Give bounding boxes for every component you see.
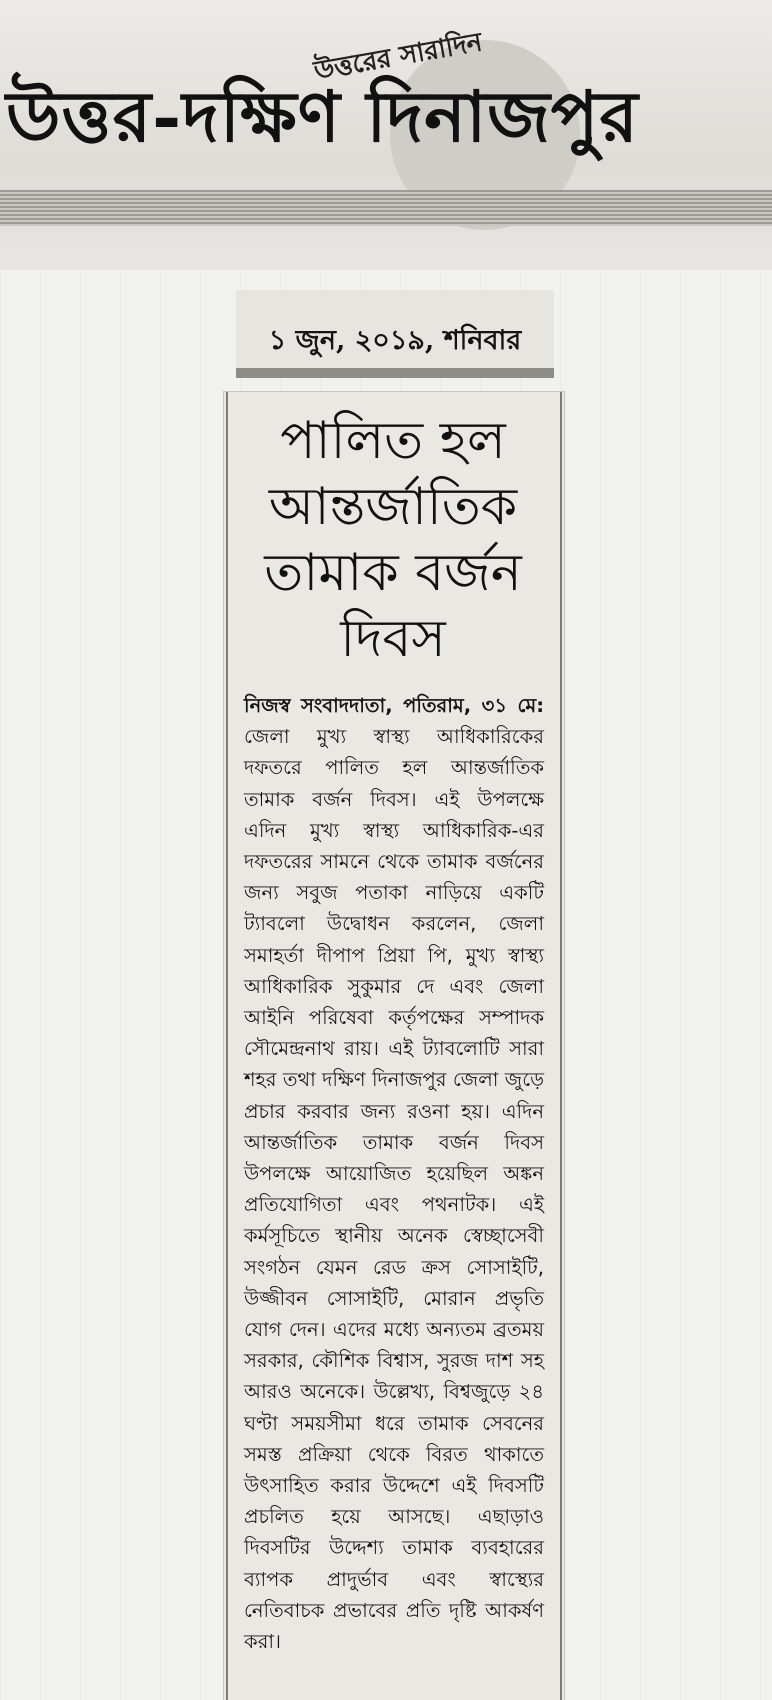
article-body [244, 690, 544, 1657]
clipping-date-strip [236, 290, 554, 378]
column-rule-left [226, 392, 228, 1700]
article-text: জেলা মুখ্য স্বাস্থ্য আধিকারিকের দফতরে পালিত হল আন্তর্জাতিক তামাক বর্জন দিবস। এই উপলক্ষে এদিন মুখ্য স্বাস্থ্য আধিকারিক-এর দফতরের সামনে থেকে তামাক বর্জনের জন্য সবুজ পতাকা নাড়িয়ে একটি ট্যাবলো উদ্বোধন করলেন, জেলা সমাহর্তা দীপাপ প্রিয়া পি, মুখ্য স্বাস্থ্য আধিকারিক সুকুমার দে এবং জেলা আইনি পরিষেবা কর্তৃপক্ষের সম্পাদক সৌমেন্দ্রনাথ রায়। এই ট্যাবলোটি সারা শহর তথা দক্ষিণ দিনাজপুর জেলা জুড়ে প্রচার করবার জন্য রওনা হয়। এদিন আন্তর্জাতিক তামাক বর্জন দিবস উপলক্ষে আয়োজিত হয়েছিল অঙ্কন প্রতিযোগিতা এবং পথনাটক। এই কর্মসূচিতে স্থানীয় অনেক স্বেচ্ছাসেবী সংগঠন যেমন রেড ক্রস সোসাইটি, উজ্জীবন সোসাইটি, মোরান প্রভৃতি যোগ দেন। এদের মধ্যে অন্যতম ব্রতময় সরকার, কৌশিক বিশ্বাস, সুরজ দাশ সহ আরও অনেকে। উল্লেখ্য, বিশ্বজুড়ে ২৪ ঘণ্টা সময়সীমা ধরে তামাক সেবনের সমস্ত প্রক্রিয়া থেকে বিরত থাকাতে উৎসাহিত করার উদ্দেশে এই দিবসটি প্রচলিত হয়ে আসছে। এছাড়াও দিবসটির উদ্দেশ্য তামাক ব্যবহারের ব্যাপক প্রাদুর্ভাব এবং স্বাস্থ্যের নেতিবাচক প্রভাবের প্রতি দৃষ্টি আকর্ষণ করা। [244, 725, 544, 1654]
masthead-title: উত্তর-দক্ষিণ দিনাজপুর [6, 75, 639, 158]
masthead-band [0, 190, 772, 226]
article-headline: পালিত হল আন্তর্জাতিক তামাক বর্জন দিবস [264, 411, 522, 669]
article-byline: নিজস্ব সংবাদদাতা, পতিরাম, ৩১ মে: [244, 694, 544, 717]
column-rule-right [560, 392, 562, 1700]
clipping-date: ১ জুন, ২০১৯, শনিবার [268, 325, 522, 356]
masthead-tagline: উত্তরের সারাদিন [311, 27, 485, 87]
